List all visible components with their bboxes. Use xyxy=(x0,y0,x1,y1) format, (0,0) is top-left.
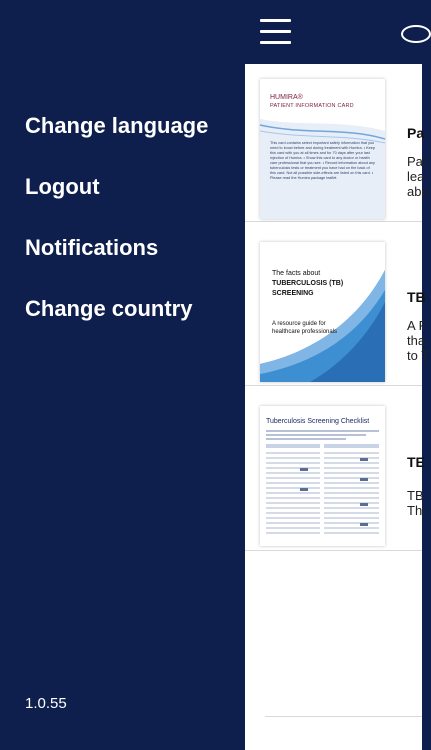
thumbnail-subtitle-line: healthcare professionals xyxy=(272,329,338,335)
document-thumbnail xyxy=(260,242,385,382)
menu-item-change-country[interactable]: Change country xyxy=(25,296,193,321)
document-card-tb-facts[interactable] xyxy=(245,238,430,386)
thumbnail-title-line: TUBERCULOSIS (TB) xyxy=(272,280,344,287)
document-card-tb-checklist[interactable] xyxy=(245,403,426,551)
card-desc-line: Pat xyxy=(407,154,427,169)
search-icon[interactable] xyxy=(401,25,431,43)
card-title: Pa xyxy=(407,125,425,141)
app-version: 1.0.55 xyxy=(25,695,67,712)
list-divider xyxy=(265,716,422,717)
card-desc-line: to T xyxy=(407,348,430,363)
thumbnail-title xyxy=(272,269,372,299)
card-title: TB xyxy=(407,289,426,305)
thumbnail-title-line: SCREENING xyxy=(272,290,314,297)
humira-card-thumbnail xyxy=(260,79,385,219)
card-desc-line: abo xyxy=(407,184,429,199)
card-desc-line: Thi xyxy=(407,503,426,518)
top-bar xyxy=(245,0,422,64)
tb-facts-thumbnail xyxy=(260,242,385,382)
thumbnail-swoosh-graphic xyxy=(260,242,385,382)
thumbnail-title-line: The facts about xyxy=(272,270,321,277)
thumbnail-brand: HUMIRA® xyxy=(270,94,303,101)
document-card-patient-info[interactable] xyxy=(245,74,429,222)
card-desc-line: A F xyxy=(407,318,427,333)
thumbnail-body-text: This card contains select important safety information that you need to know before and during treatment with Humira. • Keep this card with you at all times and for 70 days after your last injection of Humira. • Show this card to any doctor or health care professional that you see. • Record information about any tuberculosis tests or treatment you have had on the back of this card. Not all possible side-effects are listed on this card. • Please read the Humira package leaflet xyxy=(270,141,375,180)
hamburger-menu-icon[interactable] xyxy=(260,19,291,45)
menu-item-logout[interactable]: Logout xyxy=(25,174,100,199)
menu-item-notifications[interactable]: Notifications xyxy=(25,235,159,260)
tb-checklist-thumbnail xyxy=(260,406,385,546)
card-desc-line: lea xyxy=(407,169,425,184)
card-desc-line: TB xyxy=(407,488,424,503)
thumbnail-subtitle xyxy=(272,320,372,336)
document-thumbnail xyxy=(260,79,385,219)
thumbnail-subtitle-line: A resource guide for xyxy=(272,321,326,327)
card-title: TE xyxy=(407,454,425,470)
document-thumbnail xyxy=(260,406,385,546)
main-panel xyxy=(245,0,430,750)
thumbnail-subtitle: PATIENT INFORMATION CARD xyxy=(270,103,354,109)
card-desc-line: tha xyxy=(407,333,426,348)
thumbnail-checklist-table xyxy=(260,406,385,546)
menu-item-change-language[interactable]: Change language xyxy=(25,113,209,138)
thumbnail-title: Tuberculosis Screening Checklist xyxy=(266,418,370,425)
